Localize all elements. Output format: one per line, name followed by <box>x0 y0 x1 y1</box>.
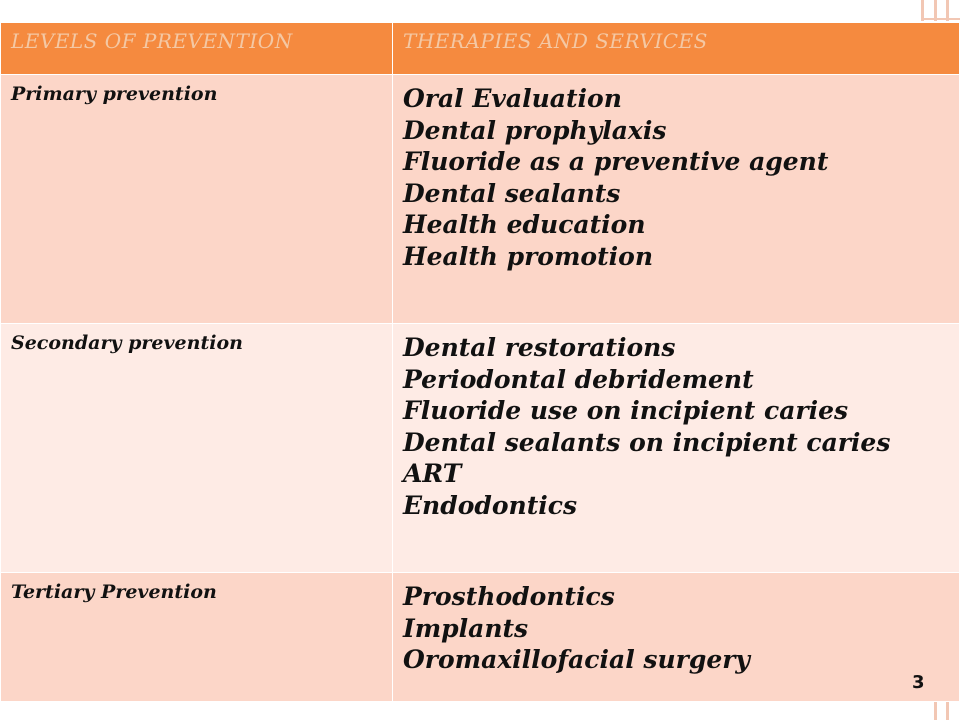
list-item: Dental sealants <box>403 178 621 208</box>
header-levels: LEVELS OF PREVENTION <box>1 23 393 75</box>
corner-decoration <box>934 702 937 720</box>
level-cell <box>1 324 393 573</box>
services-cell <box>393 75 960 324</box>
table-row <box>1 324 960 573</box>
header-therapies: THERAPIES AND SERVICES <box>393 23 960 75</box>
list-item: Oromaxillofacial surgery <box>403 645 750 674</box>
page-number: 3 <box>912 672 925 693</box>
list-item: Implants <box>403 613 529 643</box>
list-item: Endodontics <box>403 490 578 520</box>
list-item: Fluoride use on incipient caries <box>403 396 849 425</box>
services-cell <box>393 573 960 702</box>
list-item: Health promotion <box>403 241 653 271</box>
services-cell <box>393 324 960 573</box>
level-cell <box>1 573 393 702</box>
list-item: ART <box>403 459 462 488</box>
list-item: Prosthodontics <box>403 582 615 611</box>
list-item: Dental sealants on incipient caries <box>403 427 891 457</box>
list-item: Periodontal debridement <box>403 364 754 394</box>
list-item: Fluoride as a preventive agent <box>403 147 829 176</box>
services-list <box>403 75 949 272</box>
corner-decoration <box>946 702 949 720</box>
services-list <box>403 324 949 521</box>
table-row <box>1 75 960 324</box>
level-label: Tertiary Prevention <box>11 581 217 603</box>
list-item: Oral Evaluation <box>403 84 622 113</box>
level-cell <box>1 75 393 324</box>
services-list <box>403 573 949 676</box>
level-label: Secondary prevention <box>11 332 243 354</box>
level-label: Primary prevention <box>11 83 218 105</box>
table-row <box>1 573 960 702</box>
table-header-row <box>1 23 960 75</box>
list-item: Health education <box>403 210 646 239</box>
prevention-table <box>0 22 960 702</box>
list-item: Dental prophylaxis <box>403 115 667 145</box>
corner-decoration <box>921 18 960 20</box>
list-item: Dental restorations <box>403 333 676 362</box>
